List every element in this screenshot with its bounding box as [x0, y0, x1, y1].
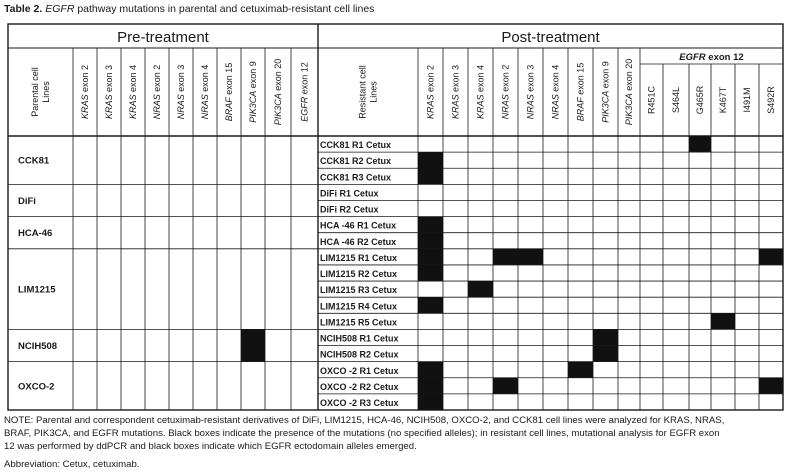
mutation-box [418, 394, 443, 410]
mutation-box [568, 362, 593, 378]
post-column-header: PIK3CA exon 9 [600, 61, 611, 123]
egfr-exon12-header: EGFR exon 12 [679, 52, 744, 63]
resistant-cell-line: DiFi R2 Cetux [320, 204, 379, 215]
resistant-cell-line: CCK81 R1 Cetux [320, 140, 392, 151]
caption-label: Table 2. [4, 3, 43, 15]
post-column-header: NRAS exon 4 [550, 64, 561, 120]
resistant-cell-line: OXCO -2 R2 Cetux [320, 381, 399, 392]
mutation-box [418, 378, 443, 394]
abbreviation-note: Abbreviation: Cetux, cetuximab. [4, 459, 140, 470]
resistant-cell-line: LIM1215 R4 Cetux [320, 301, 398, 312]
note-line-1: NOTE: Parental and correspondent cetuximab-resistant derivatives of DiFi, LIM1215, HCA-46, NCIH508, OXCO-2, and CCK81 cell lines were analyzed for KRAS, NRAS, [4, 415, 725, 426]
note-line-2: BRAF, PIK3CA, and EGFR mutations. Black boxes indicate the presence of the mutations (no specified alleles); in resistant cell lines, mutational analysis for EGFR exon [4, 428, 720, 440]
mutation-box [418, 249, 443, 265]
pre-column-header: KRAS exon 2 [80, 64, 90, 120]
post-column-header: PIK3CA exon 20 [624, 58, 634, 126]
pre-column-header: NRAS exon 3 [176, 64, 186, 120]
parental-cell-line: LIM1215 [18, 284, 56, 296]
parental-cell-line: DiFi [18, 195, 36, 207]
post-column-header: KRAS exon 2 [425, 64, 436, 120]
mutation-box [418, 152, 443, 168]
mutation-box [418, 217, 443, 233]
pre-column-header: PIK3CA exon 20 [273, 58, 283, 126]
resistant-cell-line: LIM1215 R5 Cetux [320, 317, 398, 328]
post-column-header: NRAS exon 2 [500, 64, 511, 120]
post-column-header: NRAS exon 3 [525, 64, 536, 120]
parental-cell-line: NCIH508 [18, 341, 58, 353]
mutation-box [418, 362, 443, 378]
post-column-header: Resistant cellLines [357, 65, 379, 119]
mutation-box [493, 378, 518, 394]
resistant-cell-line: OXCO -2 R1 Cetux [320, 365, 399, 376]
caption-text: pathway mutations in parental and cetuximab-resistant cell lines [74, 3, 375, 15]
mutation-box [418, 233, 443, 249]
pre-column-header: BRAF exon 15 [224, 62, 234, 122]
egfr-allele-header: G465R [695, 85, 705, 115]
egfr-allele-header: I491M [742, 87, 752, 113]
pre-column-header: KRAS exon 3 [104, 64, 114, 120]
resistant-cell-line: NCIH508 R1 Cetux [320, 333, 399, 344]
post-treatment-title: Post-treatment [501, 29, 600, 46]
resistant-cell-line: CCK81 R2 Cetux [320, 156, 392, 167]
parental-cell-line: OXCO-2 [18, 381, 55, 393]
egfr-allele-header: S464L [671, 86, 681, 114]
resistant-cell-line: LIM1215 R1 Cetux [320, 252, 398, 263]
mutation-box [418, 265, 443, 281]
resistant-cell-line: LIM1215 R3 Cetux [320, 285, 398, 296]
resistant-cell-line: LIM1215 R2 Cetux [320, 269, 398, 280]
pre-column-header: NRAS exon 2 [152, 64, 162, 120]
mutation-box [493, 249, 518, 265]
mutation-box [759, 249, 783, 265]
mutation-box [689, 136, 711, 152]
resistant-cell-line: OXCO -2 R3 Cetux [320, 398, 399, 408]
resistant-cell-line: HCA -46 R2 Cetux [320, 236, 397, 247]
egfr-allele-header: R451C [646, 85, 657, 115]
mutation-box [468, 281, 493, 297]
mutation-box [418, 168, 443, 184]
parental-cell-line: HCA-46 [18, 228, 53, 240]
resistant-cell-line: HCA -46 R1 Cetux [320, 220, 397, 231]
pre-column-header: PIK3CA exon 9 [248, 61, 258, 123]
post-column-header: KRAS exon 3 [450, 64, 461, 120]
resistant-cell-line: CCK81 R3 Cetux [320, 172, 392, 183]
mutation-box [241, 329, 265, 361]
pre-column-header: Parental cellLines [30, 67, 51, 117]
resistant-cell-line: DiFi R1 Cetux [320, 188, 379, 199]
mutation-box [518, 249, 543, 265]
mutation-box [759, 378, 783, 394]
pre-column-header: KRAS exon 4 [128, 64, 138, 120]
resistant-cell-line: NCIH508 R2 Cetux [320, 349, 399, 360]
pre-column-header: EGFR exon 12 [299, 62, 310, 122]
note-line-3: 12 was performed by ddPCR and black boxes indicate which EGFR ectodomain alleles emerged. [4, 441, 417, 453]
post-column-header: KRAS exon 4 [475, 64, 486, 120]
pre-treatment-title: Pre-treatment [117, 29, 209, 46]
mutation-box [711, 313, 735, 329]
egfr-allele-header: S492R [766, 86, 776, 114]
parental-cell-line: CCK81 [18, 155, 50, 167]
caption-gene: EGFR [45, 3, 75, 15]
post-column-header: BRAF exon 15 [575, 62, 586, 122]
mutation-box [593, 329, 618, 345]
table-note [4, 414, 784, 454]
egfr-allele-header: K467T [718, 86, 728, 114]
pre-column-header: NRAS exon 4 [200, 64, 210, 120]
mutation-box [418, 297, 443, 313]
mutation-box [593, 346, 618, 362]
